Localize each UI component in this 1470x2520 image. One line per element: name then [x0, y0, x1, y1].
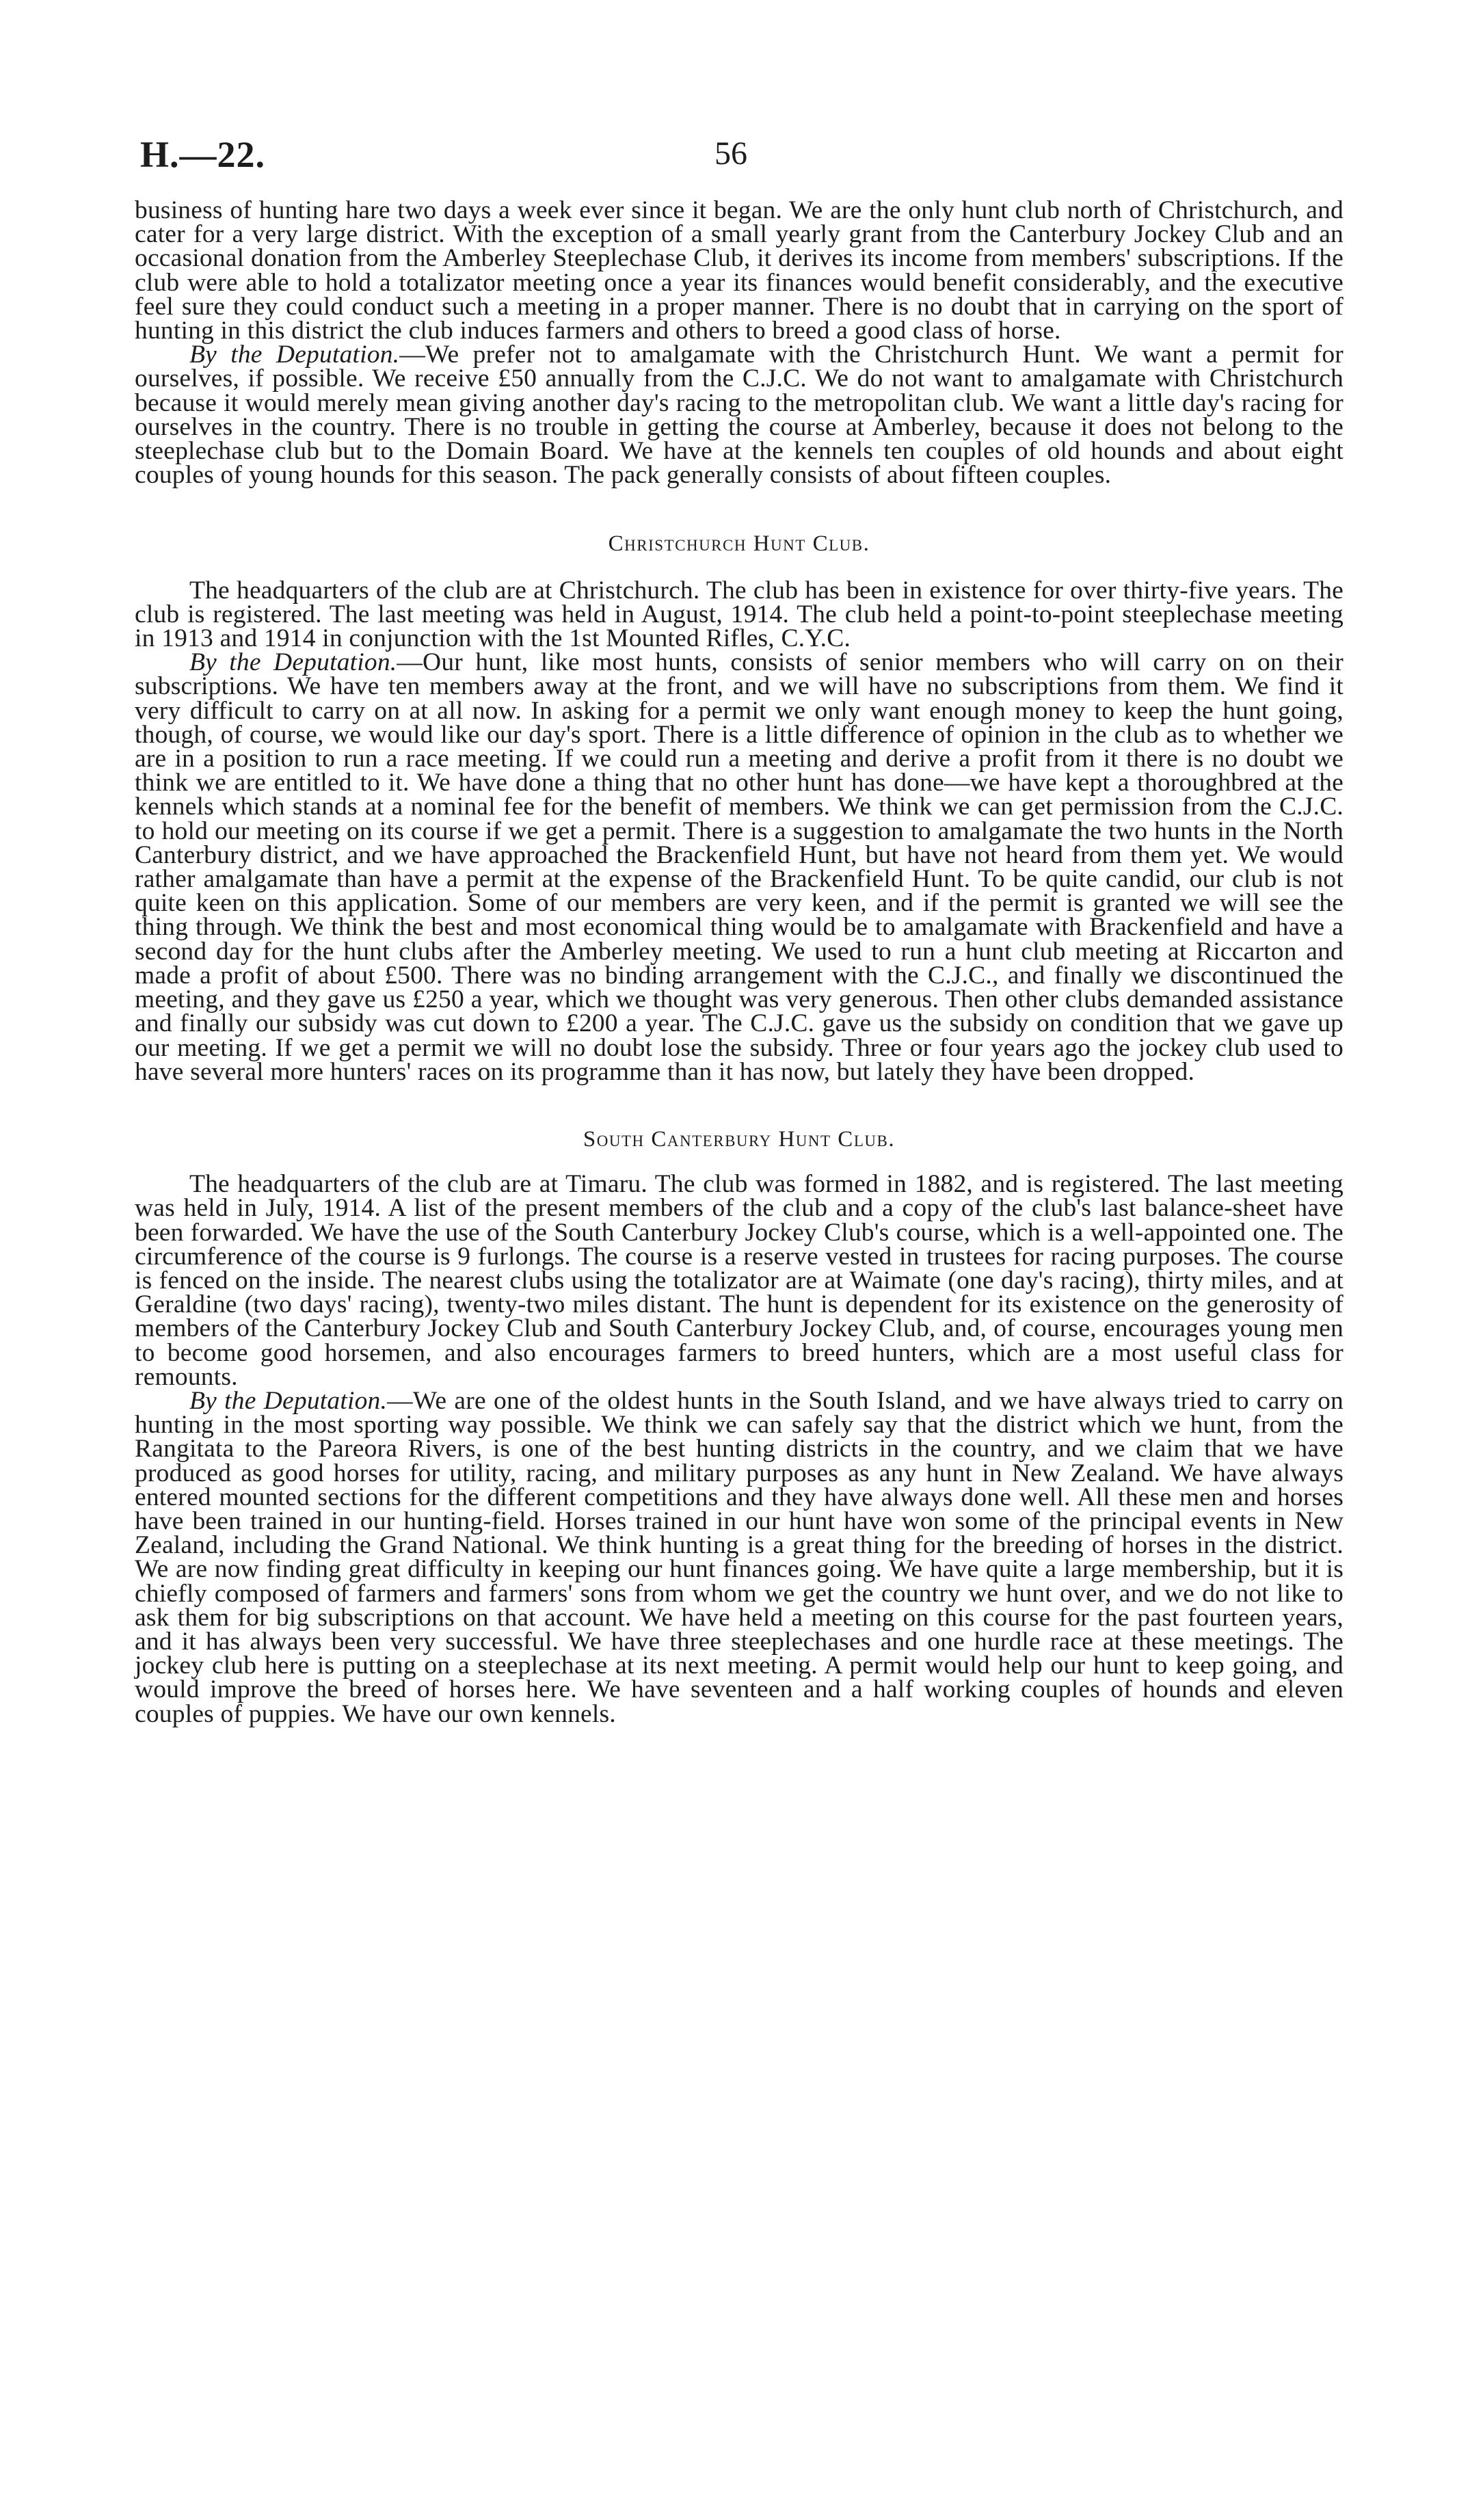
deputation-text: —We are one of the oldest hunts in the South Island, and we have always tried to carry on hunting in the most sporting way possible. We think we can safely say that the district which we hunt, from the Rangitata to the Pareora Rivers, is one of the best hunting districts in the country, and we claim that we have produced as good horses for utility, racing, and military purposes as any hunt in New Zealand. We have always entered mounted sections for the different competitions and they have always done well. All these men and horses have been trained in our hunting-field. Horses trained in our hunt have won some of the principal events in New Zealand, including the Grand National. We think hunting is a great thing for the breeding of horses in the district. We are now finding great difficulty in keeping our hunt finances going. We have quite a large membership, but it is chiefly composed of farmers and farmers' sons from whom we get the country we hunt over, and we do not like to ask them for big subscriptions on that account. We have held a meeting on this course for the past fourteen years, and it has always been very successful. We have three steeplechases and one hurdle race at these meetings. The jockey club here is putting on a steeplechase at its next meeting. A permit would help our hunt to keep going, and would improve the breed of horses here. We have seventeen and a half working couples of hounds and eleven couples of puppies. We have our own kennels.: [135, 1386, 1344, 1728]
paragraph-south-canterbury-intro: The headquarters of the club are at Timaru. The club was formed in 1882, and is registered. The last meeting was held in July, 1914. A list of the present members of the club and a copy of the club's last balance-sheet have been forwarded. We have the use of the South Canterbury Jockey Club's course, which is a well-appointed one. The circumference of the course is 9 furlongs. The course is a reserve vested in trustees for racing purposes. The course is fenced on the inside. The nearest clubs using the totalizator are at Waimate (one day's racing), thirty miles, and at Geraldine (two days' racing), twenty-two miles distant. The hunt is dependent for its existence on the generosity of members of the Canterbury Jockey Club and South Canterbury Jockey Club, and, of course, encourages young men to become good horsemen, and also encourages farmers to breed hunters, which are a most useful class for remounts.: [135, 1170, 1344, 1391]
paragraph-amberley-continued: business of hunting hare two days a week ever since it began. We are the only hunt club north of Christchurch, and cater for a very large district. With the exception of a small yearly grant from the Canterbury Jockey Club and an occasional donation from the Amberley Steeplechase Club, it derives its income from members' subscriptions. If the club were able to hold a totalizator meeting once a year its finances would benefit considerably, and the executive feel sure they could conduct such a meeting in a proper manner. There is no doubt that in carrying on the sport of hunting in this district the club induces farmers and others to breed a good class of horse.: [135, 196, 1344, 345]
section-heading-south-canterbury: South Canterbury Hunt Club.: [583, 1126, 896, 1152]
document-body: [135, 198, 1344, 1726]
paragraph-amberley-deputation: [135, 341, 1344, 490]
deputation-text: —Our hunt, like most hunts, consists of senior members who will carry on on their subscriptions. We have ten members away at the front, and we will have no subscriptions from them. We find it very difficult to carry on at all now. In asking for a permit we only want enough money to keep the hunt going, though, of course, we would like our day's sport. There is a little difference of opinion in the club as to whether we are in a position to run a race meeting. If we could run a meeting and derive a profit from it there is no doubt we think we are entitled to it. We have done a thing that no other hunt has done—we have kept a thoroughbred at the kennels which stands at a nominal fee for the benefit of members. We think we can get permission from the C.J.C. to hold our meeting on its course if we get a permit. There is a suggestion to amalgamate the two hunts in the North Canterbury district, and we have approached the Brackenfield Hunt, but have not heard from them yet. We would rather amalgamate than have a permit at the expense of the Brackenfield Hunt. To be quite candid, our club is not quite keen on this application. Some of our members are very keen, and if the permit is granted we will see the thing through. We think the best and most economical thing would be to amalgamate with Brackenfield and have a second day for the hunt clubs after the Amberley meeting. We used to run a hunt club meeting at Riccarton and made a profit of about £500. There was no binding arrangement with the C.J.C., and finally we discontinued the meeting, and they gave us £250 a year, which we thought was very generous. Then other clubs demanded assistance and finally our subsidy was cut down to £200 a year. The C.J.C. gave us the subsidy on condition that we gave up our meeting. If we get a permit we will no doubt lose the subsidy. Three or four years ago the jockey club used to have several more hunters' races on its programme than it has now, but lately they have been dropped.: [135, 648, 1344, 1086]
document-reference: H.—22.: [140, 134, 266, 175]
deputation-lead: By the Deputation.: [189, 341, 400, 369]
paragraph-christchurch-intro: The headquarters of the club are at Christchurch. The club has been in existence for over thirty-five years. The club is registered. The last meeting was held in August, 1914. The club held a point-to-point steeplechase meeting in 1913 and 1914 in conjunction with the 1st Mounted Rifles, C.Y.C.: [135, 576, 1344, 653]
deputation-text: —We prefer not to amalgamate with the Christchurch Hunt. We want a permit for ourselves, if possible. We receive £50 annually from the C.J.C. We do not want to amalgamate with Christchurch because it would merely mean giving another day's racing to the metropolitan club. We want a little day's racing for ourselves in the country. There is no trouble in getting the course at Amberley, because it does not belong to the steeplechase club but to the Domain Board. We have at the kennels ten couples of old hounds and about eight couples of young hounds for this season. The pack generally consists of about fifteen couples.: [135, 341, 1344, 490]
paragraph-christchurch-deputation: [135, 650, 1344, 1084]
page-number: 56: [714, 135, 747, 172]
page-header: [140, 133, 1344, 174]
section-heading-christchurch: Christchurch Hunt Club.: [608, 531, 870, 557]
deputation-lead: By the Deputation.: [189, 1386, 388, 1415]
deputation-lead: By the Deputation.: [189, 648, 397, 677]
paragraph-south-canterbury-deputation: [135, 1386, 1344, 1728]
